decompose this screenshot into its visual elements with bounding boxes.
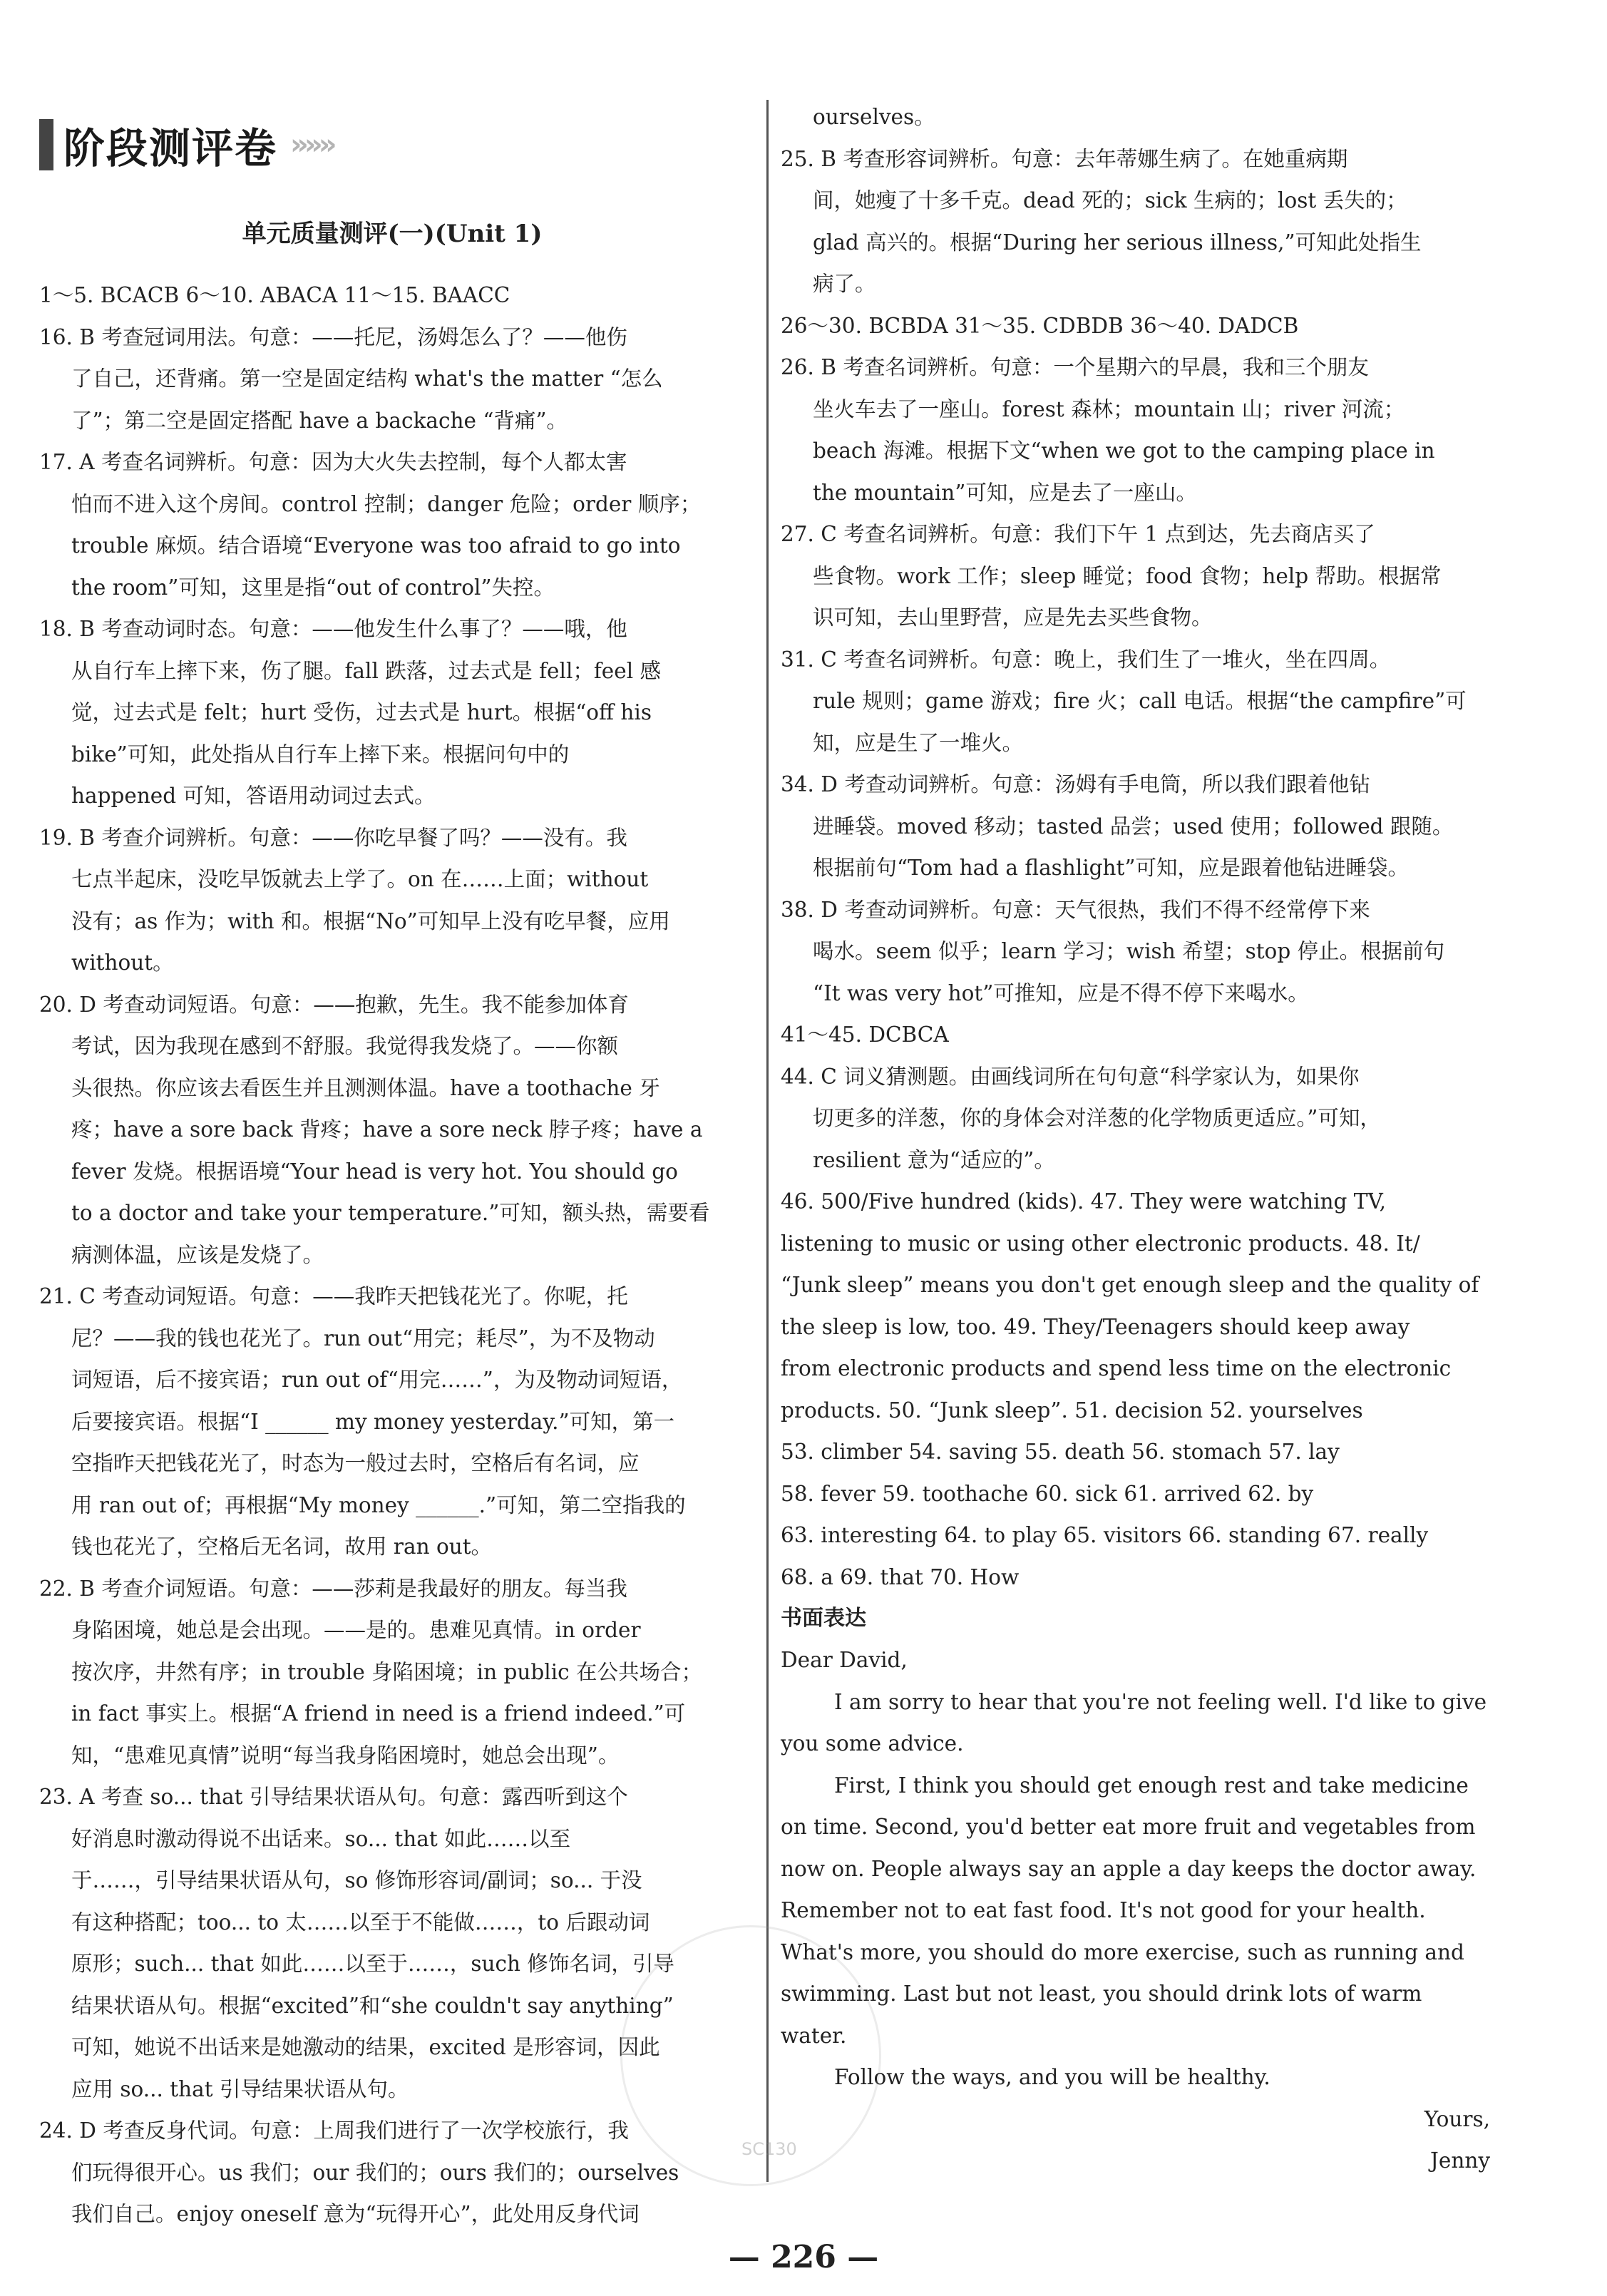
letter-greeting: Dear David, — [781, 1648, 908, 1672]
answer-line: 根据前句“Tom had a flashlight”可知，应是跟着他钻进睡袋。 — [813, 856, 1409, 880]
answer-line: “Junk sleep” means you don't get enough sleep and the quality of — [781, 1273, 1479, 1297]
letter-line: now on. People always say an apple a day keeps the doctor away. — [781, 1856, 1477, 1881]
answer-line: beach 海滩。根据下文“when we got to the camping place in — [813, 439, 1435, 463]
answer-line: to a doctor and take your temperature.”可知，额头热，需要看 — [71, 1201, 710, 1225]
answer-line: 空指昨天把钱花光了，时态为一般过去时，空格后有名词，应 — [71, 1451, 640, 1475]
answer-line: 怕而不进入这个房间。control 控制；danger 危险；order 顺序； — [71, 491, 702, 516]
answer-line: 26. B 考查名词辨析。句意：一个星期六的早晨，我和三个朋友 — [781, 355, 1369, 379]
answer-line: 病了。 — [813, 272, 876, 296]
answer-line: 58. fever 59. toothache 60. sick 61. arrived 62. by — [781, 1481, 1314, 1506]
answer-line: 按次序，井然有序；in trouble 身陷困境；in public 在公共场合； — [71, 1659, 703, 1684]
answer-line: rule 规则；game 游戏；fire 火；call 电话。根据“the campfire”可 — [813, 689, 1467, 713]
answer-line: 了自己，还背痛。第一空是固定结构 what's the matter “怎么 — [71, 367, 663, 391]
answer-line: 应用 so... that 引导结果状语从句。 — [71, 2076, 409, 2101]
writing-heading: 书面表达 — [781, 1606, 866, 1631]
answer-line: the room”可知，这里是指“out of control”失控。 — [71, 575, 555, 600]
answer-line: 1～5. BCACB 6～10. ABACA 11～15. BAACC — [39, 283, 510, 307]
answer-line: 知，应是生了一堆火。 — [813, 730, 1024, 755]
answer-line: 有这种搭配；too... to 太……以至于不能做……，to 后跟动词 — [71, 1910, 650, 1934]
letter-line: I am sorry to hear that you're not feeling well. I'd like to give — [834, 1689, 1487, 1714]
answer-line: “It was very hot”可推知，应是不得不停下来喝水。 — [813, 980, 1309, 1005]
answer-line: 病测体温，应该是发烧了。 — [71, 1242, 324, 1267]
answer-line: glad 高兴的。根据“During her serious illness,”可知此处指生 — [813, 230, 1422, 255]
answer-line: 41～45. DCBCA — [781, 1023, 949, 1047]
letter-closing: Yours, — [1424, 2106, 1490, 2131]
letter-line: Remember not to eat fast food. It's not good for your health. — [781, 1898, 1426, 1922]
letter-line: First, I think you should get enough rest and take medicine — [834, 1773, 1469, 1798]
answer-line: 19. B 考查介词辨析。句意：——你吃早餐了吗？——没有。我 — [39, 825, 627, 850]
letter-line: you some advice. — [781, 1731, 964, 1756]
answer-line: in fact 事实上。根据“A friend in need is a friend indeed.”可 — [71, 1701, 686, 1726]
answer-line: 用 ran out of；再根据“My money ______.”可知，第二空指我的 — [71, 1492, 686, 1517]
answer-line: 68. a 69. that 70. How — [781, 1564, 1020, 1589]
answer-line: 可知，她说不出话来是她激动的结果，excited 是形容词，因此 — [71, 2035, 660, 2059]
answer-line: 词短语，后不接宾语；run out of“用完……”，为及物动词短语， — [71, 1368, 683, 1392]
answer-line: 17. A 考查名词辨析。句意：因为大火失去控制，每个人都太害 — [39, 450, 627, 474]
answer-line: 间，她瘦了十多千克。dead 死的；sick 生病的；lost 丢失的； — [813, 188, 1407, 212]
answer-line: trouble 麻烦。结合语境“Everyone was too afraid to go into — [71, 533, 681, 558]
letter-line: Follow the ways, and you will be healthy. — [834, 2065, 1270, 2089]
answer-line: 26～30. BCBDA 31～35. CDBDB 36～40. DADCB — [781, 313, 1299, 338]
answer-line: 34. D 考查动词辨析。句意：汤姆有手电筒，所以我们跟着他钻 — [781, 772, 1370, 796]
answer-line: resilient 意为“适应的”。 — [813, 1147, 1055, 1172]
answer-line: 知，“患难见真情”说明“每当我身陷困境时，她总会出现”。 — [71, 1743, 620, 1768]
answer-line: 后要接宾语。根据“I ______ my money yesterday.”可知，第一 — [71, 1409, 675, 1434]
answer-line: 21. C 考查动词短语。句意：——我昨天把钱花光了。你呢，托 — [39, 1284, 628, 1308]
answer-line: 尼？——我的钱也花光了。run out“用完；耗尽”，为不及物动 — [71, 1326, 655, 1351]
answer-line: 头很热。你应该去看医生并且测测体温。have a toothache 牙 — [71, 1075, 660, 1100]
answer-line: 20. D 考查动词短语。句意：——抱歉，先生。我不能参加体育 — [39, 992, 629, 1017]
answer-line: 喝水。seem 似乎；learn 学习；wish 希望；stop 停止。根据前句 — [813, 939, 1445, 963]
letter-line: What's more, you should do more exercise, such as running and — [781, 1939, 1464, 1964]
chevron-arrows-icon: »»» — [290, 128, 333, 161]
answer-line: 22. B 考查介词短语。句意：——莎莉是我最好的朋友。每当我 — [39, 1576, 627, 1601]
answer-line: 31. C 考查名词辨析。句意：晚上，我们生了一堆火，坐在四周。 — [781, 647, 1391, 672]
answer-line: 好消息时激动得说不出话来。so... that 如此……以至 — [71, 1826, 571, 1851]
answer-line: from electronic products and spend less time on the electronic — [781, 1356, 1452, 1380]
answer-line: 从自行车上摔下来，伤了腿。fall 跌落，过去式是 fell；feel 感 — [71, 658, 662, 683]
answer-line: 身陷困境，她总是会出现。——是的。患难见真情。in order — [71, 1618, 641, 1642]
answer-line: the sleep is low, too. 49. They/Teenagers should keep away — [781, 1314, 1410, 1339]
answer-line: 16. B 考查冠词用法。句意：——托尼，汤姆怎么了？——他伤 — [39, 324, 627, 349]
answer-line: 38. D 考查动词辨析。句意：天气很热，我们不得不经常停下来 — [781, 897, 1370, 922]
stamp-text: SC130 — [741, 2139, 797, 2159]
letter-line: on time. Second, you'd better eat more fruit and vegetables from — [781, 1815, 1476, 1839]
answer-line: 识可知，去山里野营，应是先去买些食物。 — [813, 605, 1213, 630]
answer-line: 结果状语从句。根据“excited”和“she couldn't say anything” — [71, 1993, 674, 2018]
left-answers — [39, 275, 745, 2235]
left-column — [39, 93, 745, 2235]
answer-line: 疼；have a sore back 背疼；have a sore neck 脖子疼；have a — [71, 1117, 703, 1142]
answer-line: the mountain”可知，应是去了一座山。 — [813, 480, 1197, 505]
answer-line: 18. B 考查动词时态。句意：——他发生什么事了？——哦，他 — [39, 617, 627, 641]
answer-line: 25. B 考查形容词辨析。句意：去年蒂娜生病了。在她重病期 — [781, 146, 1348, 171]
answer-line: without。 — [71, 950, 174, 975]
answer-line: 于……，引导结果状语从句，so 修饰形容词/副词；so... 于没 — [71, 1868, 642, 1892]
letter-line: swimming. Last but not least, you should drink lots of warm — [781, 1982, 1422, 2006]
answer-line: products. 50. “Junk sleep”. 51. decision 52. yourselves — [781, 1398, 1363, 1423]
answer-line: 我们自己。enjoy oneself 意为“玩得开心”，此处用反身代词 — [71, 2202, 640, 2226]
answer-line: 原形；such... that 如此……以至于……，such 修饰名词，引导 — [71, 1952, 674, 1976]
answer-line: 23. A 考查 so... that 引导结果状语从句。句意：露西听到这个 — [39, 1785, 628, 1809]
answer-line: 钱也花光了，空格后无名词，故用 ran out。 — [71, 1534, 493, 1559]
answer-line: 考试，因为我现在感到不舒服。我觉得我发烧了。——你额 — [71, 1034, 619, 1058]
answer-line: 24. D 考查反身代词。句意：上周我们进行了一次学校旅行，我 — [39, 2118, 629, 2143]
answer-line: 53. climber 54. saving 55. death 56. stomach 57. lay — [781, 1440, 1340, 1464]
answer-line: 们玩得很开心。us 我们；our 我们的；ours 我们的；ourselves — [71, 2160, 679, 2185]
answer-line: happened 可知，答语用动词过去式。 — [71, 784, 436, 808]
answer-line: 进睡袋。moved 移动；tasted 品尝；used 使用；followed 跟随。 — [813, 814, 1454, 839]
answer-line: ourselves。 — [813, 105, 935, 129]
answer-line: 坐火车去了一座山。forest 森林；mountain 山；river 河流； — [813, 396, 1405, 421]
page-number: — 226 — — [728, 2239, 879, 2275]
column-divider — [766, 100, 769, 2182]
right-column — [781, 96, 1501, 2182]
answer-line: bike”可知，此处指从自行车上摔下来。根据问句中的 — [71, 742, 570, 767]
answer-line: fever 发烧。根据语境“Your head is very hot. You should go — [71, 1159, 678, 1184]
answer-line: 切更多的洋葱，你的身体会对洋葱的化学物质更适应。”可知， — [813, 1106, 1381, 1130]
answer-line: 46. 500/Five hundred (kids). 47. They were watching TV, — [781, 1189, 1386, 1214]
answer-line: 七点半起床，没吃早饭就去上学了。on 在……上面；without — [71, 867, 649, 891]
answer-line: 44. C 词义猜测题。由画线词所在句句意“科学家认为，如果你 — [781, 1064, 1360, 1089]
letter-signature: Jenny — [1430, 2148, 1490, 2173]
answer-line: 了”；第二空是固定搭配 have a backache “背痛”。 — [71, 408, 568, 433]
answer-line: 些食物。work 工作；sleep 睡觉；food 食物；help 帮助。根据常 — [813, 563, 1442, 588]
answer-line: 没有；as 作为；with 和。根据“No”可知早上没有吃早餐，应用 — [71, 908, 670, 933]
section-bar-icon — [39, 119, 53, 170]
answer-line: 觉，过去式是 felt；hurt 受伤，过去式是 hurt。根据“off his — [71, 700, 652, 724]
section-title: 阶段测评卷 — [63, 123, 278, 173]
letter-line: water. — [781, 2023, 847, 2048]
unit-title: 单元质量测评(一)(Unit 1) — [242, 220, 543, 248]
section-header — [39, 111, 745, 178]
answer-line: 27. C 考查名词辨析。句意：我们下午 1 点到达，先去商店买了 — [781, 522, 1375, 546]
answer-line: listening to music or using other electronic products. 48. It/ — [781, 1231, 1420, 1256]
answer-line: 63. interesting 64. to play 65. visitors 66. standing 67. really — [781, 1523, 1429, 1547]
